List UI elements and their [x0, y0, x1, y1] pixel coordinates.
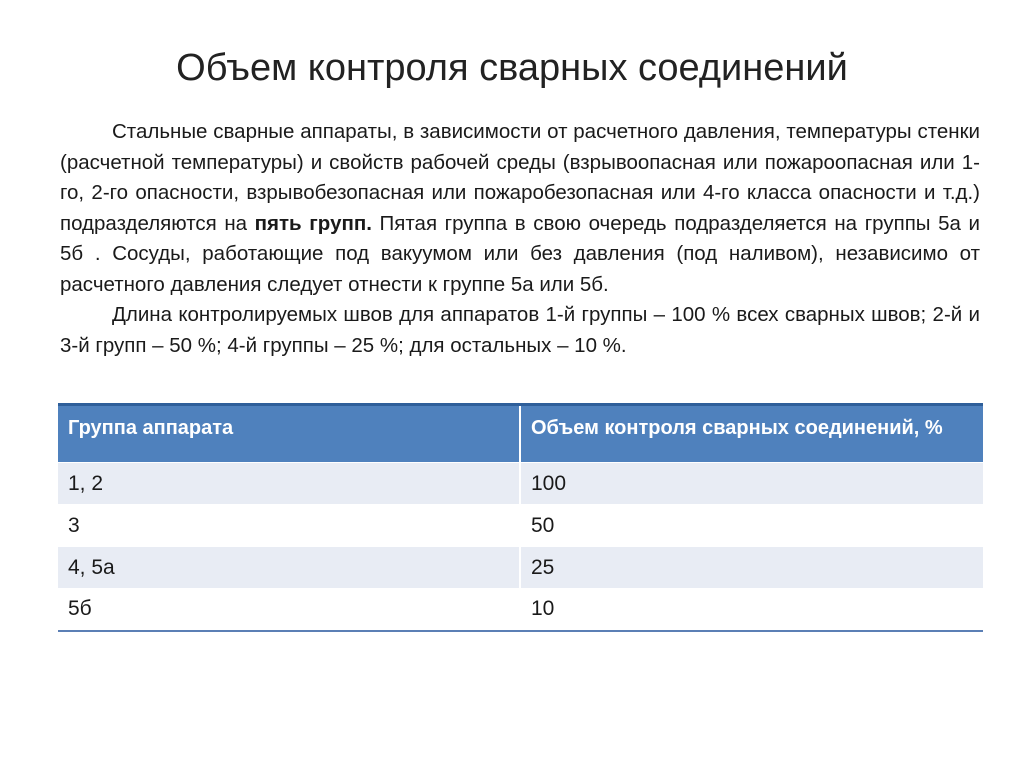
table-row: [58, 589, 983, 631]
cell-group: 3: [58, 505, 520, 547]
cell-volume: 10: [520, 589, 983, 631]
cell-group: 4, 5а: [58, 547, 520, 589]
slide-title: Объем контроля сварных соединений: [176, 47, 848, 89]
cell-volume: 50: [520, 505, 983, 547]
table-row: [58, 463, 983, 505]
paragraph-seam-length: Длина контролируемых швов для аппаратов 1-й группы – 100 % всех сварных швов; 2-й и 3-й групп – 50 %; 4-й группы – 25 %; для остальных – 10 %.: [60, 303, 980, 357]
cell-volume: 25: [520, 547, 983, 589]
body-text: [60, 117, 980, 361]
control-volume-table-wrap: [58, 403, 983, 632]
header-group: Группа аппарата: [58, 405, 520, 463]
paragraph-groups-text-1: Стальные сварные аппараты, в зависимости от расчетного давления, температуры стенки (расчетной температуры) и свойств рабочей среды (взрывоопасная или пожароопасная или 1-го, 2-го опасности, взрывобезопасная или пожаробезопасная или 4-го класса опасности и т.д.) подразделяются на: [60, 120, 980, 235]
cell-group: 1, 2: [58, 463, 520, 505]
table-row: [58, 505, 983, 547]
control-volume-table: [58, 403, 983, 632]
paragraph-groups: [60, 117, 980, 300]
cell-group: 5б: [58, 589, 520, 631]
paragraph-groups-text-2: Пятая группа в свою очередь подразделяется на группы 5а и 5б . Сосуды, работающие под вакуумом или без давления (под наливом), независимо от расчетного давления следует отнести к группе 5а или 5б.: [60, 211, 981, 296]
cell-volume: 100: [520, 463, 983, 505]
header-volume: Объем контроля сварных соединений, %: [520, 405, 983, 463]
paragraph-groups-bold: пять групп.: [254, 211, 372, 235]
table-row: [58, 547, 983, 589]
table-header-row: [58, 405, 983, 463]
